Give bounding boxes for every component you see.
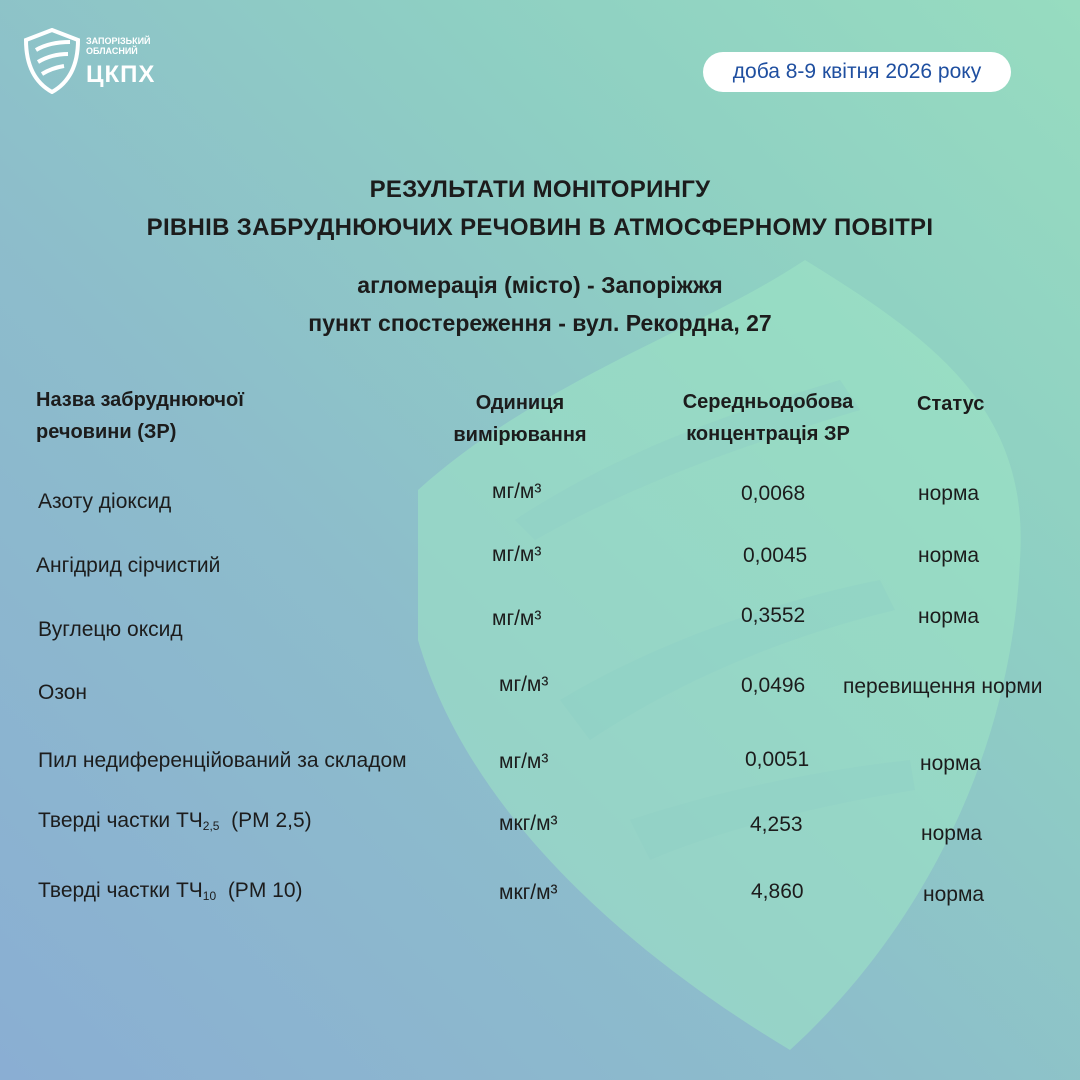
org-small-line1: ЗАПОРІЗЬКИЙ — [86, 36, 151, 46]
row-name: Ангідрид сірчистий — [36, 554, 221, 577]
page-title-line2: РІВНІВ ЗАБРУДНЮЮЧИХ РЕЧОВИН В АТМОСФЕРНОМУ ПОВІТРІ — [146, 214, 934, 241]
row-name: Вуглецю оксид — [38, 618, 183, 641]
header-unit-line1: Одиниця — [475, 392, 565, 414]
row-name-subscript: 10 — [202, 889, 217, 903]
row-status: норма — [921, 822, 983, 845]
row-name: Пил недиференційований за складом — [38, 749, 407, 772]
brand-logo — [22, 28, 172, 94]
row-status: норма — [918, 482, 980, 505]
org-name: ЦКПХ — [86, 61, 156, 88]
row-value: 0,0045 — [743, 544, 808, 567]
header-unit-line2: вимірювання — [453, 424, 587, 446]
header-substance-line2: речовини (ЗР) — [36, 421, 177, 443]
row-unit: мкг/м³ — [499, 812, 558, 835]
location-city: агломерація (місто) - Запоріжжя — [357, 272, 723, 298]
row-value: 4,253 — [750, 813, 803, 836]
row-value: 0,0496 — [741, 674, 806, 697]
row-name-suffix: (PM 10) — [227, 879, 303, 902]
row-name-subscript: 2,5 — [202, 819, 220, 833]
row-value: 0,0068 — [741, 482, 806, 505]
header-status: Статус — [917, 393, 985, 415]
row-name-suffix: (PM 2,5) — [231, 809, 312, 832]
header-substance-line1: Назва забруднюючої — [36, 389, 244, 411]
row-status: перевищення норми — [843, 675, 1043, 698]
row-name — [38, 809, 312, 833]
row-unit: мг/м³ — [492, 607, 542, 630]
page-title-line1: РЕЗУЛЬТАТИ МОНІТОРИНГУ — [369, 176, 711, 203]
row-name-main: Тверді частки ТЧ — [38, 879, 203, 902]
header-concentration-line1: Середньодобова — [682, 391, 854, 413]
header-unit — [445, 387, 595, 451]
row-name: Озон — [38, 681, 88, 704]
org-small-text — [86, 36, 151, 56]
row-status: норма — [918, 605, 980, 628]
row-value: 0,0051 — [745, 748, 810, 771]
header-concentration-line2: концентрація ЗР — [686, 423, 850, 445]
row-status: норма — [923, 883, 985, 906]
row-name-main: Тверді частки ТЧ — [38, 809, 203, 832]
row-status: норма — [920, 752, 982, 775]
row-unit: мг/м³ — [492, 543, 542, 566]
row-unit: мг/м³ — [499, 750, 549, 773]
shield-logo-icon — [22, 28, 82, 94]
row-name: Азоту діоксид — [38, 490, 172, 513]
row-value: 4,860 — [751, 880, 804, 903]
location-station: пункт спостереження - вул. Рекордна, 27 — [308, 310, 772, 336]
date-badge: доба 8-9 квітня 2026 року — [703, 52, 1011, 92]
header-concentration — [668, 386, 868, 450]
row-unit: мкг/м³ — [499, 881, 558, 904]
row-status: норма — [918, 544, 980, 567]
row-name — [38, 879, 303, 903]
org-small-line2: ОБЛАСНИЙ — [86, 46, 138, 56]
row-unit: мг/м³ — [499, 673, 549, 696]
header-substance — [36, 384, 244, 448]
row-value: 0,3552 — [741, 604, 806, 627]
row-unit: мг/м³ — [492, 480, 542, 503]
